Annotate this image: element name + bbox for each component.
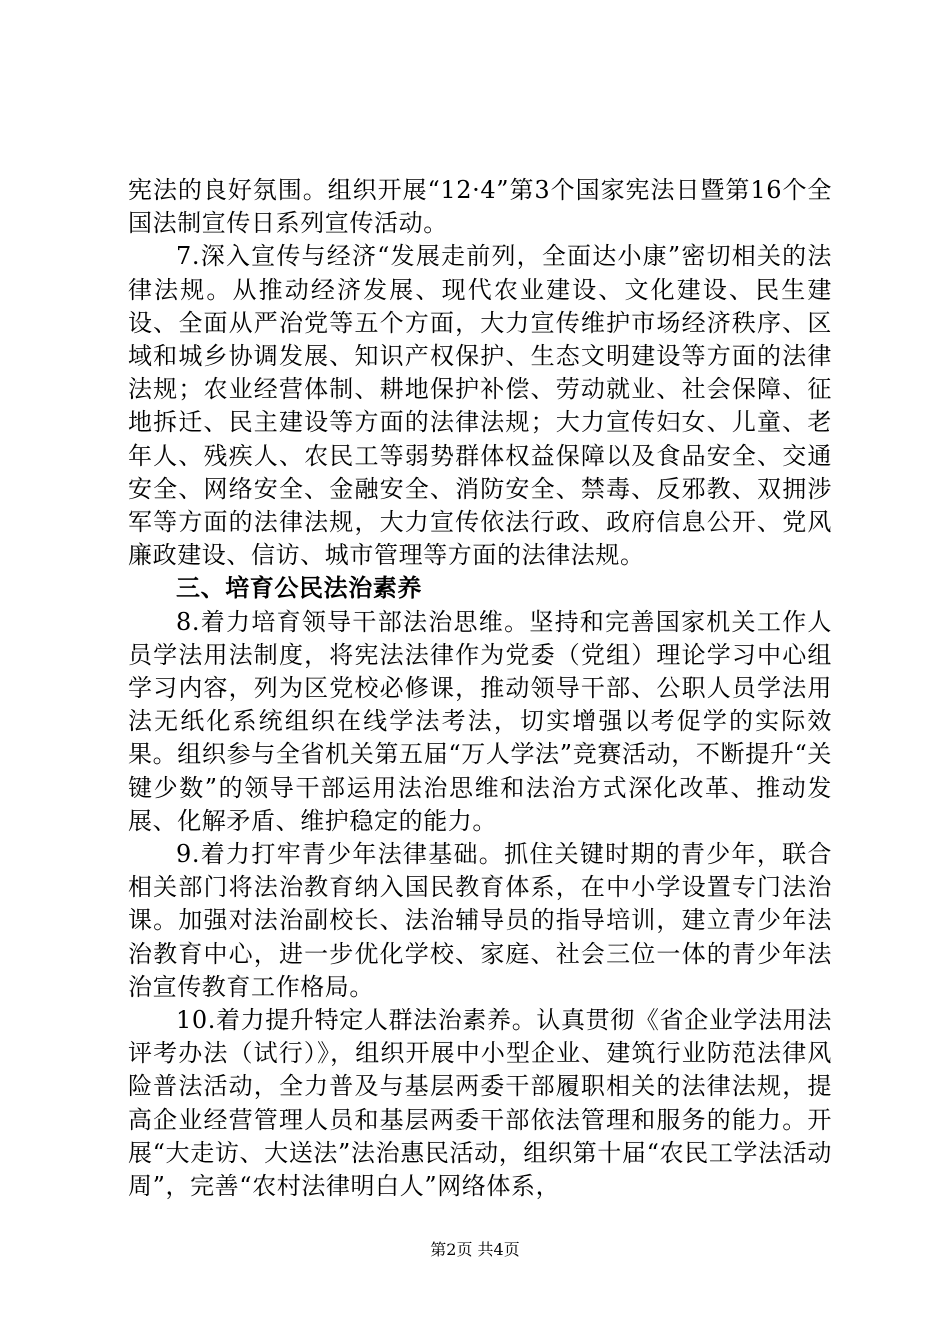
section-heading: 三、培育公民法治素养 [176,574,422,603]
paragraph-continuation: 宪法的良好氛围。组织开展“12·4”第3个国家宪法日暨第16个全国法制宣传日系列宣传活动。 [128,176,832,238]
paragraph-item-9: 9.着力打牢青少年法律基础。抓住关键时期的青少年，联合相关部门将法治教育纳入国民教育体系，在中小学设置专门法治课。加强对法治副校长、法治辅导员的指导培训，建立青少年法治教育中心，进一步优化学校、家庭、社会三位一体的青少年法治宣传教育工作格局。 [128,840,832,1001]
paragraph-item-10: 10.着力提升特定人群法治素养。认真贯彻《省企业学法用法评考办法（试行）》，组织开展中小型企业、建筑行业防范法律风险普法活动，全力普及与基层两委干部履职相关的法律法规，提高企业经营管理人员和基层两委干部依法管理和服务的能力。开展“大走访、大送法”法治惠民活动，组织第十届“农民工学法活动周”，完善“农村法律明白人”网络体系， [128,1006,832,1201]
paragraph-item-7: 7.深入宣传与经济“发展走前列，全面达小康”密切相关的法律法规。从推动经济发展、现代农业建设、文化建设、民生建设、全面从严治党等五个方面，大力宣传维护市场经济秩序、区域和城乡协调发展、知识产权保护、生态文明建设等方面的法律法规；农业经营体制、耕地保护补偿、劳动就业、社会保障、征地拆迁、民主建设等方面的法律法规；大力宣传妇女、儿童、老年人、残疾人、农民工等弱势群体权益保障以及食品安全、交通安全、网络安全、金融安全、消防安全、禁毒、反邪教、双拥涉军等方面的法律法规，大力宣传依法行政、政府信息公开、党风廉政建设、信访、城市管理等方面的法律法规。 [128,242,832,570]
page-footer: 第2页 共4页 [430,1240,520,1259]
document-body [128,174,832,1203]
paragraph-item-8: 8.着力培育领导干部法治思维。坚持和完善国家机关工作人员学法用法制度，将宪法法律作为党委（党组）理论学习中心组学习内容，列为区党校必修课，推动领导干部、公职人员学法用法无纸化系统组织在线学法考法，切实增强以考促学的实际效果。组织参与全省机关第五届“万人学法”竞赛活动，不断提升“关键少数”的领导干部运用法治思维和法治方式深化改革、推动发展、化解矛盾、维护稳定的能力。 [128,607,832,835]
